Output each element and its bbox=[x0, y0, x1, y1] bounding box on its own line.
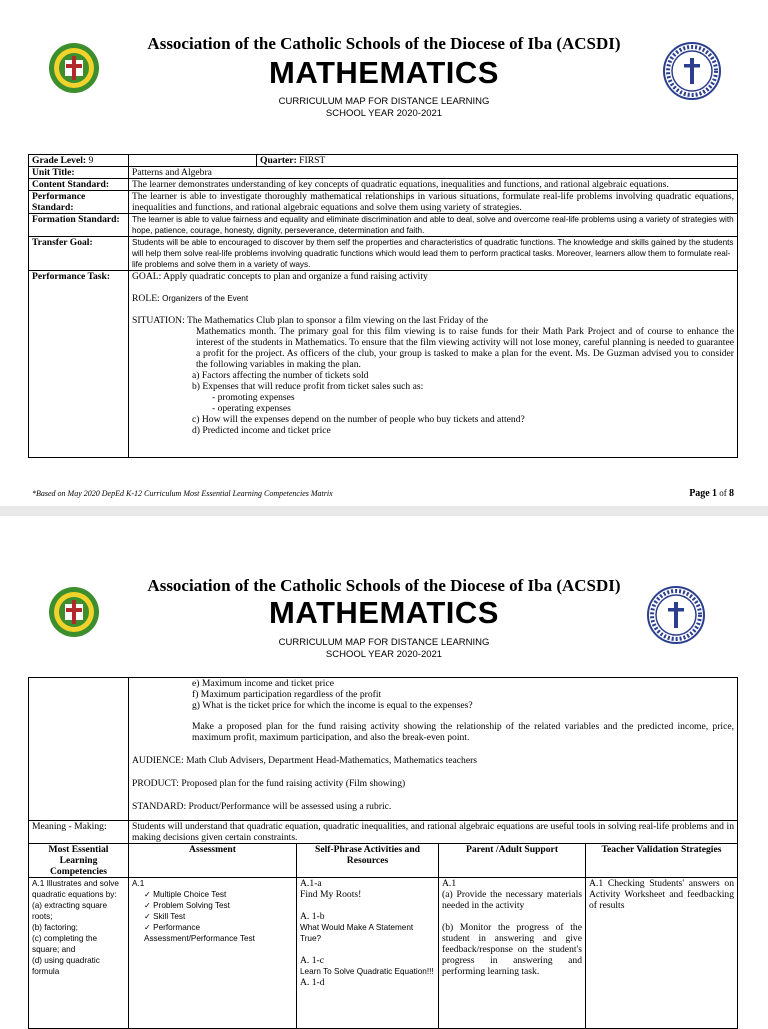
competency-a1-row bbox=[29, 878, 738, 1029]
item-g: g) What is the ticket price for which the income is equal to the expenses? bbox=[192, 700, 473, 711]
performance-standard-row bbox=[29, 191, 738, 214]
meaning-making-text: Students will understand that quadratic equation, quadratic inequalities, and rational algebraic equations are useful tools in solving real-life problems and in making decisions given certain constraints. bbox=[129, 821, 738, 844]
item-b2: - operating expenses bbox=[212, 403, 291, 414]
situation-first-line: SITUATION: The Mathematics Club plan to sponsor a film viewing on the last Friday of the bbox=[132, 315, 489, 326]
curriculum-page-1 bbox=[0, 0, 768, 510]
subject-title: MATHEMATICS bbox=[269, 595, 499, 630]
activities-cell bbox=[297, 878, 439, 1029]
assessment-code: A.1 bbox=[132, 879, 145, 888]
activity-1c-code: A. 1-c bbox=[300, 955, 324, 966]
item-b1: - promoting expenses bbox=[212, 392, 295, 403]
activity-1b-code: A. 1-b bbox=[300, 911, 325, 922]
assessment-item: ✓ Multiple Choice Test bbox=[144, 889, 293, 900]
parent-support-code: A.1 bbox=[442, 878, 457, 889]
melc-cell bbox=[29, 878, 129, 1029]
performance-task-row bbox=[29, 271, 738, 458]
performance-task-continued bbox=[129, 678, 738, 821]
parent-support-a: (a) Provide the necessary materials needed in the activity bbox=[442, 889, 582, 911]
unit-title-label: Unit Title: bbox=[29, 167, 129, 179]
association-name: Association of the Catholic Schools of the Diocese of Iba (ACSDI) bbox=[147, 34, 621, 53]
grade-quarter-row bbox=[29, 155, 738, 167]
transfer-goal-label: Transfer Goal: bbox=[29, 237, 129, 271]
school-year: SCHOOL YEAR 2020-2021 bbox=[325, 649, 443, 660]
formation-standard-row bbox=[29, 214, 738, 237]
competencies-header-row bbox=[29, 844, 738, 878]
content-standard-row bbox=[29, 179, 738, 191]
unit-title-value: Patterns and Algebra bbox=[129, 167, 738, 179]
quarter-value: FIRST bbox=[299, 155, 326, 166]
content-standard-text: The learner demonstrates understanding of key concepts of quadratic equations, inequalities and functions, and rational algebraic equations. bbox=[129, 179, 738, 191]
activity-1a-code: A.1-a bbox=[300, 878, 322, 889]
formation-standard-text: The learner is able to value fairness and equality and eliminate discrimination and able to deal, solve and overcome real-life problems using a variety of strategies with hope, patience, courage, honesty, dignity, perseverance, determination and faith. bbox=[129, 214, 738, 237]
item-c: c) How will the expenses depend on the number of people who buy tickets and attend? bbox=[192, 414, 525, 425]
grade-level-value: 9 bbox=[88, 155, 94, 166]
melc-c: (c) completing the square; and bbox=[32, 934, 98, 954]
item-e: e) Maximum income and ticket price bbox=[192, 678, 334, 689]
melc-b: (b) factoring; bbox=[32, 923, 78, 932]
school-year: SCHOOL YEAR 2020-2021 bbox=[325, 108, 443, 119]
proposal-text: Make a proposed plan for the fund raising activity showing the relationship of the related variables and the predicted income, price, maximum profit, maximum participation, and also the break-even point. bbox=[192, 721, 734, 743]
assessment-item: ✓ Skill Test bbox=[144, 911, 293, 922]
map-title: CURRICULUM MAP FOR DISTANCE LEARNING bbox=[278, 637, 490, 648]
role-line bbox=[132, 293, 734, 304]
assessment-item: ✓ Performance Assessment/Performance Test bbox=[144, 922, 293, 944]
role-label: ROLE: bbox=[132, 293, 160, 304]
audience-text: AUDIENCE: Math Club Advisers, Department Head-Mathematics, Mathematics teachers bbox=[132, 755, 478, 766]
item-b: b) Expenses that will reduce profit from ticket sales such as: bbox=[192, 381, 424, 392]
content-standard-label: Content Standard: bbox=[29, 179, 129, 191]
parent-support-b: (b) Monitor the progress of the student in answering and give feedback/response on the student's progress in answering and performing learning task. bbox=[442, 922, 582, 977]
teacher-validation-cell: A.1 Checking Students' answers on Activity Worksheet and feedbacking of results bbox=[586, 878, 738, 1029]
item-d: d) Predicted income and ticket price bbox=[192, 425, 331, 436]
transfer-goal-row bbox=[29, 237, 738, 271]
association-name: Association of the Catholic Schools of the Diocese of Iba (ACSDI) bbox=[147, 576, 621, 595]
formation-standard-label: Formation Standard: bbox=[29, 214, 129, 237]
parent-support-cell bbox=[439, 878, 586, 1029]
assessment-item: ✓ Problem Solving Test bbox=[144, 900, 293, 911]
item-a: a) Factors affecting the number of tickets sold bbox=[192, 370, 369, 381]
page-total: 8 bbox=[729, 488, 734, 499]
column-header-teacher-validation: Teacher Validation Strategies bbox=[586, 844, 738, 878]
unit-title-row bbox=[29, 167, 738, 179]
situation-text: Mathematics month. The primary goal for this film viewing is to raise funds for their Math Park Project and of course to enhance the interest of the students in Mathematics. To ensure that the film viewing activity will not lose money, careful planning is needed to guarantee a profit for the project. As officers of the club, your group is tasked to make a plan for the event. Ms. De Guzman advised you to consider the following variables in making the plan. bbox=[196, 326, 734, 370]
column-header-parent-support: Parent /Adult Support bbox=[439, 844, 586, 878]
melc-intro: A.1 Illustrates and solve quadratic equations by: bbox=[32, 879, 119, 899]
meaning-making-label: Meaning - Making: bbox=[29, 821, 129, 844]
melc-a: (a) extracting square roots; bbox=[32, 901, 108, 921]
assessment-list bbox=[132, 889, 293, 944]
activity-1b-title: What Would Make A Statement True? bbox=[300, 923, 414, 943]
column-header-melc: Most Essential Learning Competencies bbox=[29, 844, 129, 878]
of-word: of bbox=[719, 488, 727, 498]
page-number bbox=[689, 488, 734, 499]
melc-d: (d) using quadratic formula bbox=[32, 956, 100, 976]
performance-standard-text: The learner is able to investigate thoroughly mathematical relationships in various situations, formulate real-life problems involving quadratic equations, inequalities and functions, and rational algebraic equations and solve them using variety of strategies. bbox=[129, 191, 738, 214]
footnote: *Based on May 2020 DepEd K-12 Curriculum Most Essential Learning Competencies Matrix bbox=[32, 489, 333, 498]
standard-text: STANDARD: Product/Performance will be assessed using a rubric. bbox=[132, 801, 392, 812]
item-f: f) Maximum participation regardless of the profit bbox=[192, 689, 382, 700]
activity-1c-title: Learn To Solve Quadratic Equation!!! bbox=[300, 967, 434, 976]
performance-task-label: Performance Task: bbox=[29, 271, 129, 458]
transfer-goal-text: Students will be able to encouraged to discover by them self the properties and characteristics of quadratic functions. The knowledge and skills gained by the students will help them solve real-life problems involving quadratic functions which would lead them to perform practical tasks. Moreover, learners allow them to formulate real-life problems and solve them in a variety of ways. bbox=[129, 237, 738, 271]
performance-standard-label: Performance Standard: bbox=[29, 191, 129, 214]
page-word: Page bbox=[689, 488, 710, 499]
curriculum-page-2 bbox=[0, 516, 768, 1024]
quarter-label: Quarter: bbox=[260, 155, 297, 166]
goal-text: GOAL: Apply quadratic concepts to plan and organize a fund raising activity bbox=[132, 271, 428, 282]
activity-1a-title: Find My Roots! bbox=[300, 889, 362, 900]
activity-1d-code: A. 1-d bbox=[300, 977, 325, 988]
curriculum-table-page-2 bbox=[28, 677, 738, 1029]
assessment-cell bbox=[129, 878, 297, 1029]
role-text: Organizers of the Event bbox=[162, 294, 249, 303]
map-title: CURRICULUM MAP FOR DISTANCE LEARNING bbox=[278, 96, 490, 107]
performance-task-content bbox=[129, 271, 738, 458]
column-header-activities: Self-Phrase Activities and Resources bbox=[297, 844, 439, 878]
curriculum-table-page-1 bbox=[28, 154, 738, 458]
subject-title: MATHEMATICS bbox=[269, 55, 499, 90]
column-header-assessment: Assessment bbox=[129, 844, 297, 878]
meaning-making-row bbox=[29, 821, 738, 844]
product-text: PRODUCT: Proposed plan for the fund raising activity (Film showing) bbox=[132, 778, 406, 789]
grade-level-label: Grade Level: bbox=[32, 155, 87, 166]
performance-task-continued-row bbox=[29, 678, 738, 821]
page-current: 1 bbox=[712, 488, 717, 499]
